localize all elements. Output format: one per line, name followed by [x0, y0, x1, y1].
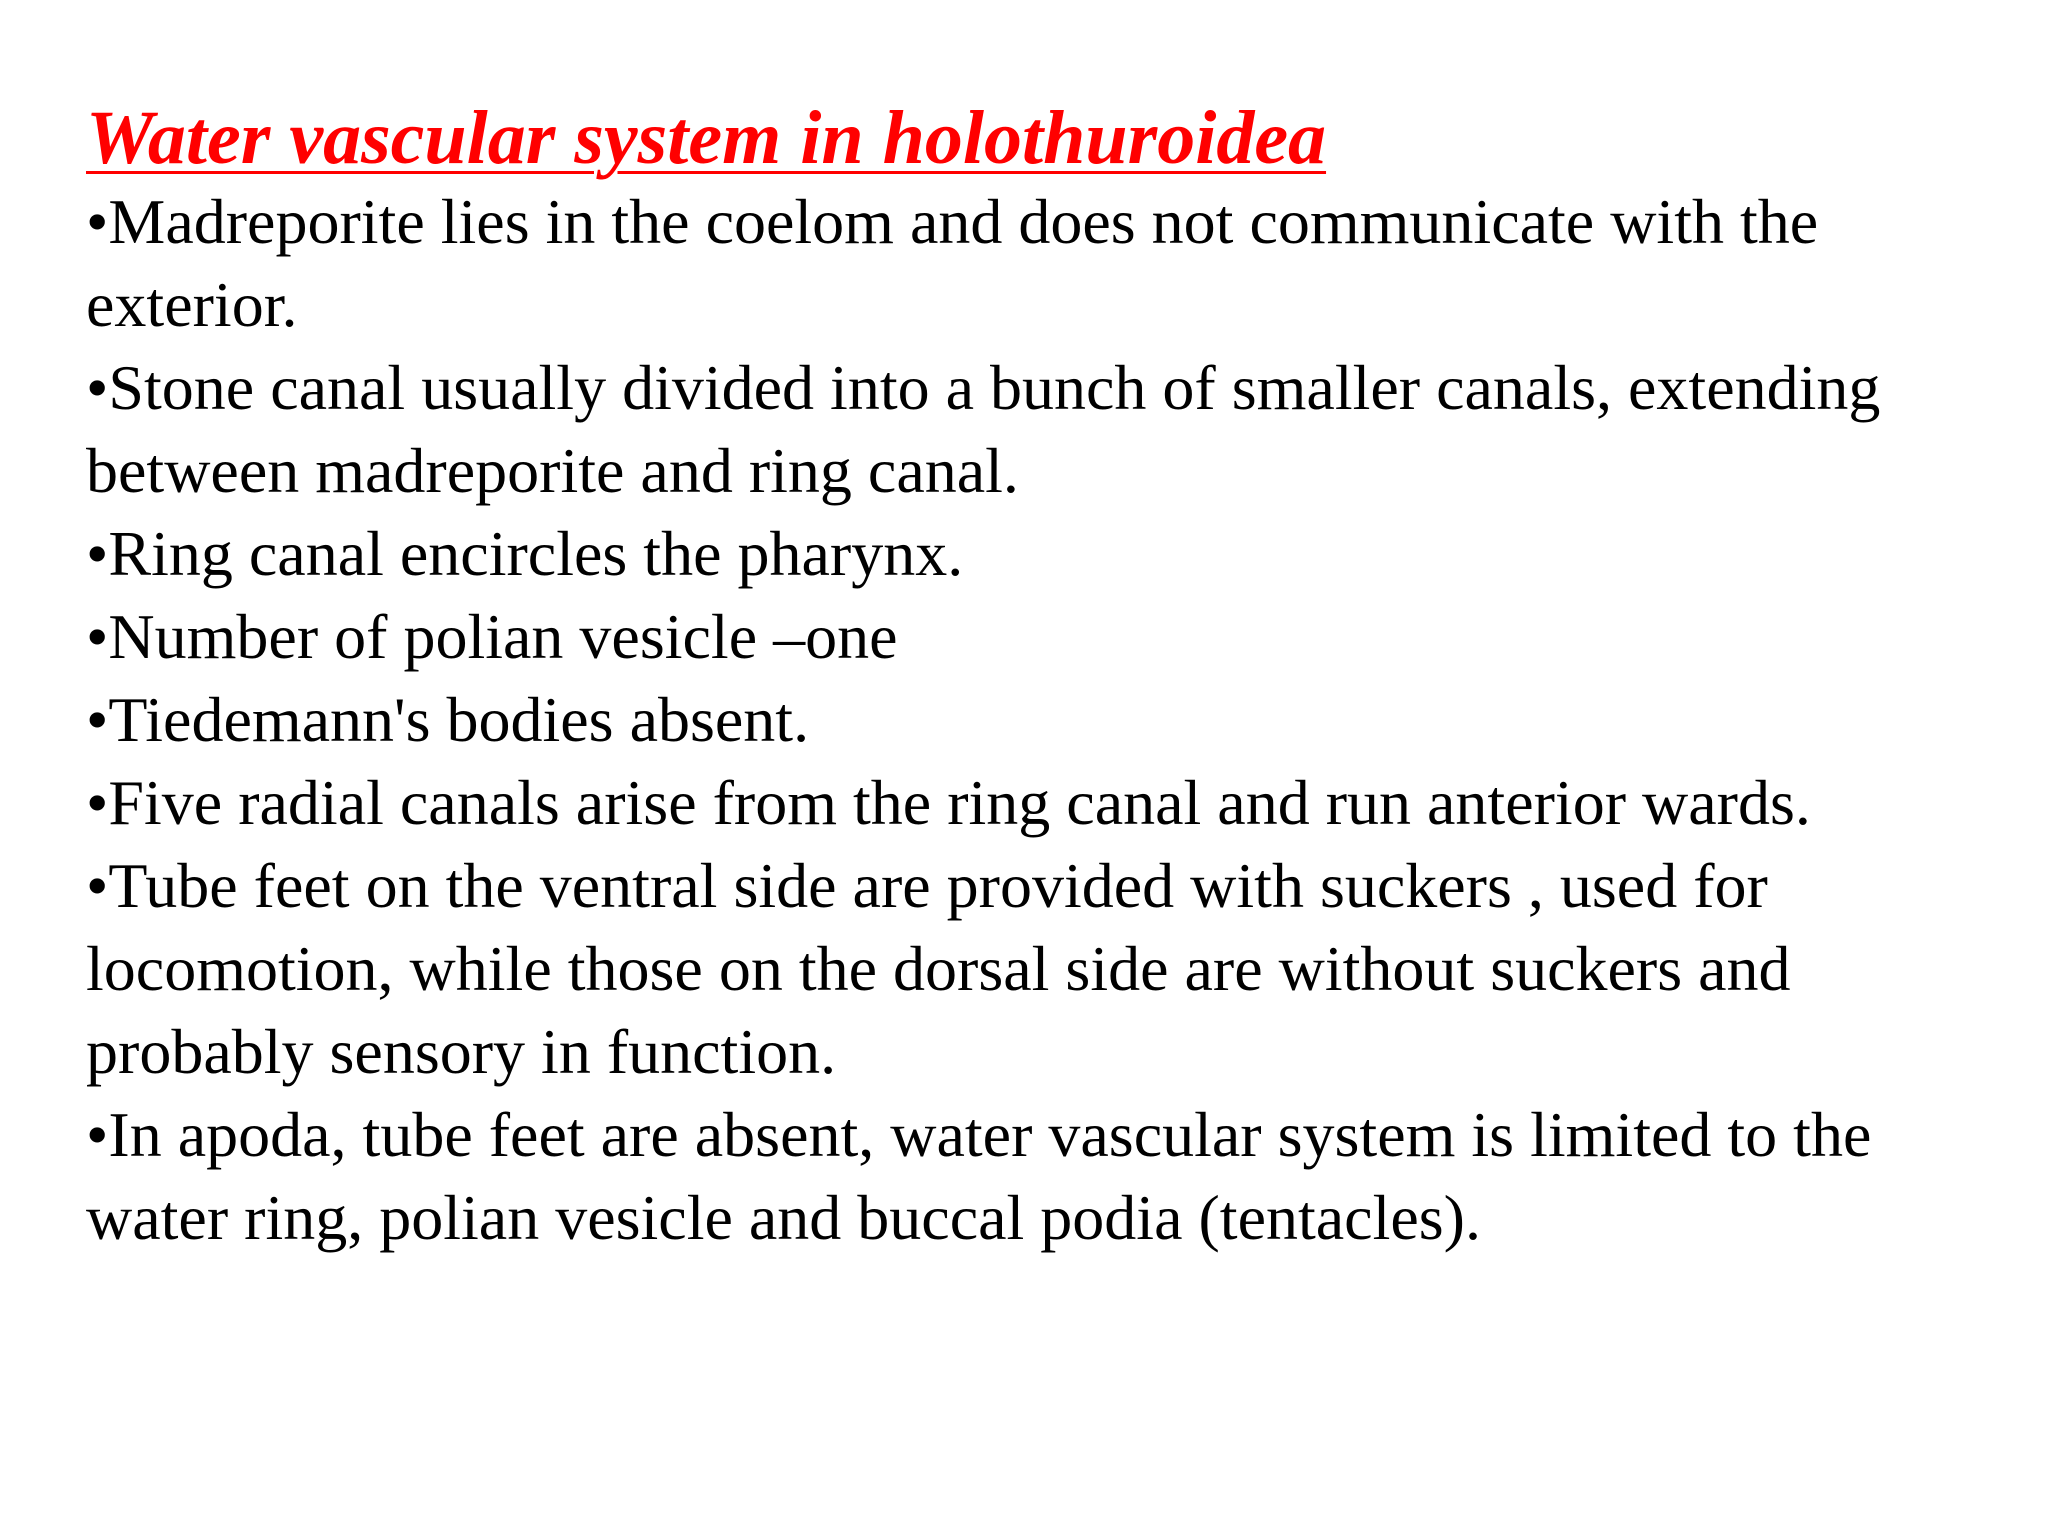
bullet-tube-feet: •Tube feet on the ventral side are provided with suckers , used for locomotion, while those on the dorsal side are without suckers and probably sensory in function.	[86, 850, 1791, 1087]
bullet-stone-canal: •Stone canal usually divided into a bunch of smaller canals, extending between madreporite and ring canal.	[86, 352, 1881, 506]
bullet-polian-vesicle: •Number of polian vesicle –one	[86, 601, 898, 672]
bullet-tiedemanns-bodies: •Tiedemann's bodies absent.	[86, 684, 810, 755]
bullet-list	[86, 180, 2006, 1259]
slide-title: Water vascular system in holothuroidea	[86, 96, 1327, 180]
bullet-ring-canal: •Ring canal encircles the pharynx.	[86, 518, 964, 589]
bullet-apoda: •In apoda, tube feet are absent, water vascular system is limited to the water ring, polian vesicle and buccal podia (tentacles).	[86, 1099, 1872, 1253]
bullet-radial-canals: •Five radial canals arise from the ring canal and run anterior wards.	[86, 767, 1811, 838]
slide-content	[86, 96, 2006, 1259]
bullet-madreporite: •Madreporite lies in the coelom and does not communicate with the exterior.	[86, 186, 1819, 340]
